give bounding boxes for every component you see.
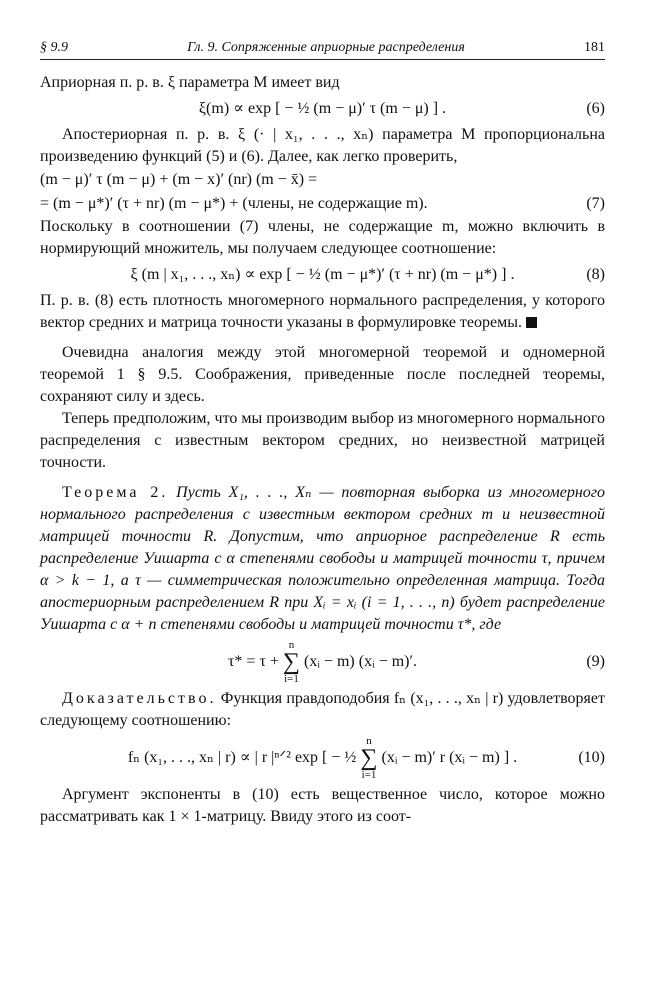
summation-10: n ∑ i=1: [360, 735, 378, 782]
equation-9: [40, 636, 605, 688]
proof-text: Функция правдоподобия fₙ (x₁, . . ., xₙ | r) удовлетворяет следующему соотношению:: [40, 690, 605, 729]
page-number: 181: [584, 40, 605, 55]
running-header: [40, 40, 605, 60]
equation-7-line1: (m − μ)′ τ (m − μ) + (m − x)′ (nr) (m − x̄) =: [40, 171, 318, 188]
paragraph-density: [40, 290, 605, 334]
equation-6: [40, 94, 605, 124]
paragraph-prior: Априорная п. р. в. ξ параметра M имеет вид: [40, 74, 340, 91]
equation-10-number: (10): [578, 749, 605, 766]
theorem-2: [40, 482, 605, 636]
page: [40, 40, 605, 828]
equation-10: [40, 732, 605, 784]
paragraph-analogy: Очевидна аналогия между этой многомерной теоремой и одномерной теоремой 1 § 9.5. Соображения, приведенные после последней теоремы, сохраняют силу и здесь.: [40, 344, 605, 405]
paragraph-exponent: Аргумент экспоненты в (10) есть вещественное число, которое можно рассматривать как 1 × 1-матрицу. Ввиду этого из соот-: [40, 786, 605, 825]
equation-10-rhs: (xᵢ − m)′ r (xᵢ − m) ] .: [381, 749, 518, 766]
section-number: § 9.9: [40, 40, 68, 55]
equation-10-lhs: fₙ (x₁, . . ., xₙ | r) ∝ | r |ⁿᐟ² exp [ − ½: [127, 749, 357, 766]
paragraph-normalizing: Поскольку в соотношении (7) члены, не содержащие m, можно включить в нормирующий множитель, мы получаем следующее соотношение:: [40, 218, 605, 257]
equation-7-body: = (m − μ*)′ (τ + nr) (m − μ*) + (члены, не содержащие m).: [40, 195, 428, 212]
equation-9-rhs: (xᵢ − m) (xᵢ − m)′.: [304, 653, 417, 670]
proof: [40, 688, 605, 732]
equation-7-number: (7): [586, 195, 605, 212]
paragraph-posterior: Апостериорная п. р. в. ξ (· | x₁, . . ., xₙ) параметра M пропорциональна произведению функций (5) и (6). Далее, как легко проверить,: [40, 126, 605, 165]
qed-square-icon: [526, 317, 537, 328]
equation-7-line2: [40, 192, 605, 216]
theorem-label: Теорема 2.: [62, 484, 169, 501]
proof-label: Доказательство.: [62, 690, 217, 707]
equation-8-body: ξ (m | x₁, . . ., xₙ) ∝ exp [ − ½ (m − μ*)′ (τ + nr) (m − μ*) ] .: [130, 266, 515, 283]
theorem-text: Пусть X₁, . . ., Xₙ — повторная выборка из многомерного нормального распределения с известным вектором средних m и неизвестной матрицей точности R. Допустим, что априорное распределение R есть распределение Уишарта с α степенями свободы и матрицей точности τ, причем α > k − 1, а τ — симметрическая положительно определенная матрица. Тогда апостериорным распределением R при Xᵢ = xᵢ (i = 1, . . ., n) будет распределение Уишарта с α + n степенями свободы и матрицей точности τ*, где: [40, 484, 606, 633]
equation-9-lhs: τ* = τ +: [228, 653, 279, 670]
equation-9-number: (9): [586, 653, 605, 670]
equation-6-body: ξ(m) ∝ exp [ − ½ (m − μ)′ τ (m − μ) ] .: [198, 100, 447, 117]
equation-8-number: (8): [586, 266, 605, 283]
density-text: П. р. в. (8) есть плотность многомерного нормального распределения, у которого вектор средних и матрица точности указаны в формулировке теоремы.: [40, 292, 605, 331]
summation-9: n ∑ i=1: [282, 639, 301, 686]
equation-6-number: (6): [586, 100, 605, 117]
chapter-title: Гл. 9. Сопряженные априорные распределения: [187, 40, 465, 55]
paragraph-sampling: Теперь предположим, что мы производим выбор из многомерного нормального распределения с известным вектором средних, но неизвестной матрицей точности.: [40, 410, 605, 471]
equation-8: [40, 260, 605, 290]
